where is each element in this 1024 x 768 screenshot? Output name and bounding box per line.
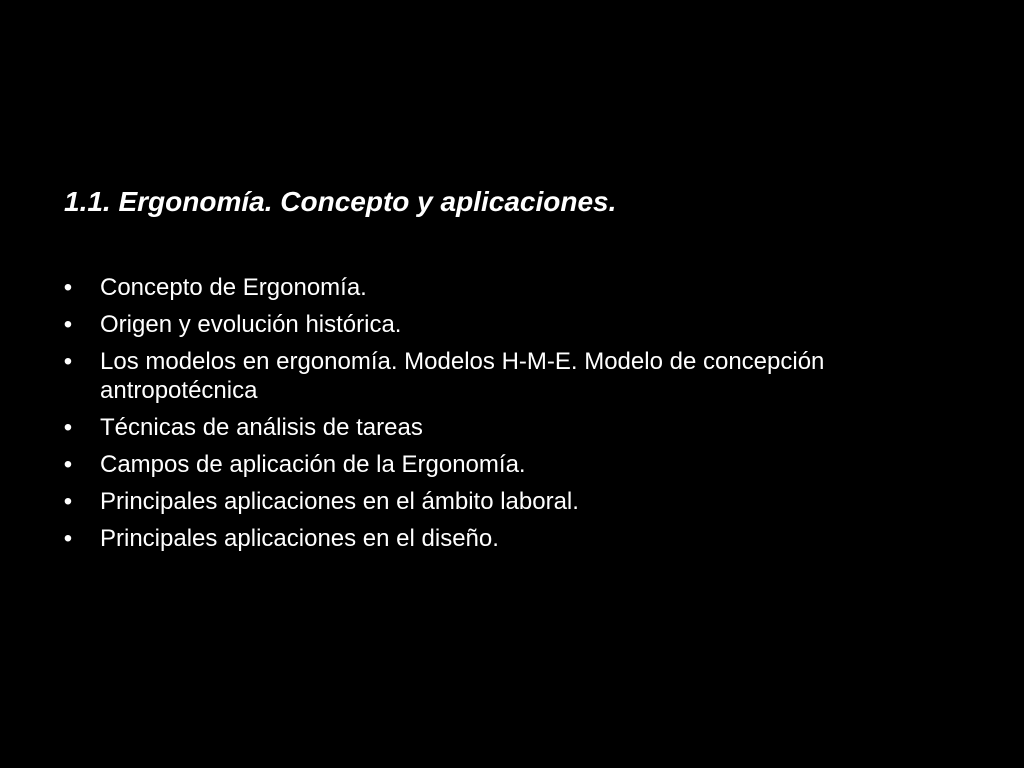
list-item [58,347,978,405]
list-item-text: Campos de aplicación de la Ergonomía. [100,451,526,478]
bullet-icon: • [63,488,73,515]
list-item [58,524,978,553]
slide-title: 1.1. Ergonomía. Concepto y aplicaciones. [64,186,617,217]
list-item [58,487,978,516]
bullet-icon: • [63,451,73,478]
list-item-text: Los modelos en ergonomía. Modelos H-M-E. Modelo de concepción antropotécnica [100,348,825,404]
list-item-text: Origen y evolución histórica. [100,311,402,338]
bullet-icon: • [63,311,73,338]
list-item-text: Técnicas de análisis de tareas [100,414,423,441]
list-item-text: Concepto de Ergonomía. [100,274,367,301]
bullet-list [58,273,978,561]
list-item [58,273,978,302]
bullet-icon: • [63,348,73,375]
bullet-icon: • [63,414,73,441]
list-item [58,310,978,339]
bullet-icon: • [63,525,73,552]
bullet-icon: • [63,274,73,301]
list-item-text: Principales aplicaciones en el diseño. [100,525,499,552]
list-item-text: Principales aplicaciones en el ámbito laboral. [100,488,579,515]
list-item [58,450,978,479]
list-item [58,413,978,442]
